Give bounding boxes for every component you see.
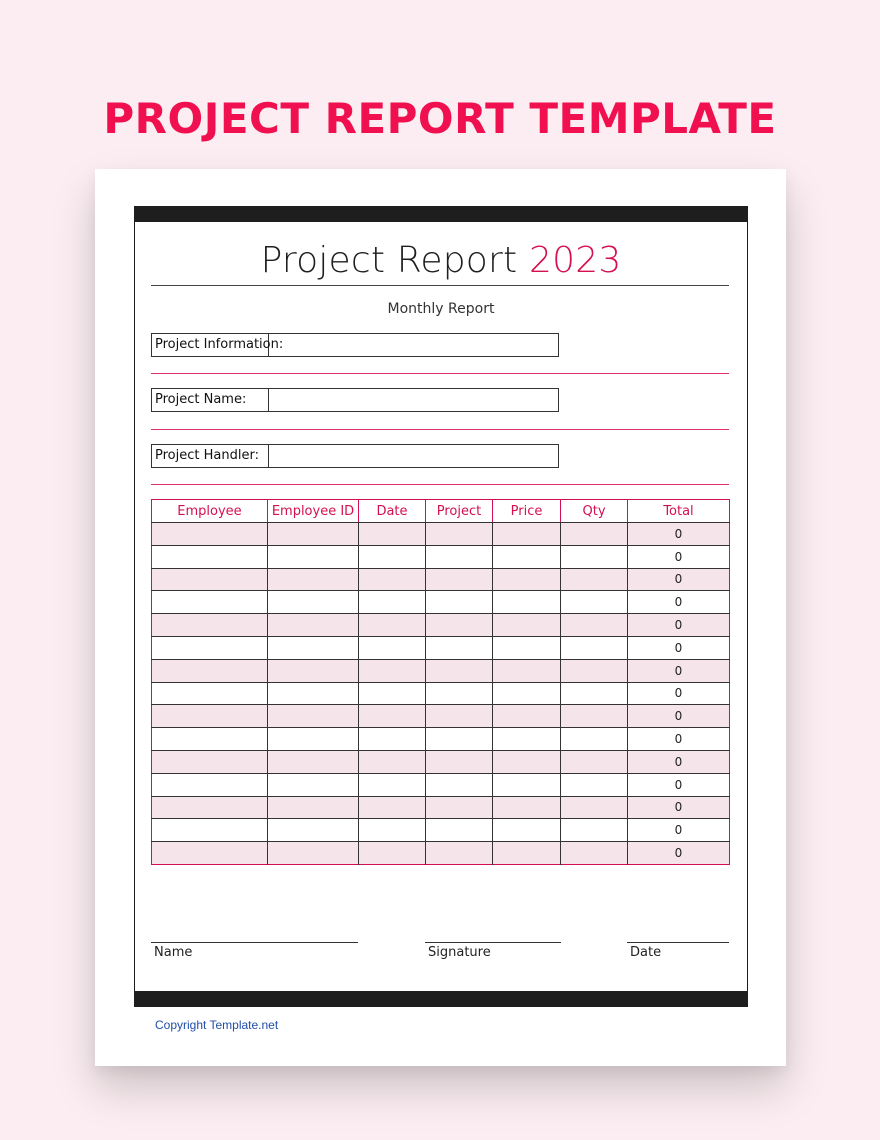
cell-project[interactable]	[426, 773, 493, 796]
table-row	[152, 591, 730, 614]
cell-employee-id[interactable]	[268, 705, 359, 728]
cell-qty[interactable]	[561, 773, 628, 796]
signature-line	[425, 942, 561, 943]
cell-employee-id[interactable]	[268, 773, 359, 796]
cell-employee[interactable]	[152, 659, 268, 682]
cell-total: 0	[628, 568, 730, 591]
cell-employee-id[interactable]	[268, 636, 359, 659]
cell-project[interactable]	[426, 728, 493, 751]
cell-employee[interactable]	[152, 523, 268, 546]
cell-employee[interactable]	[152, 796, 268, 819]
cell-price[interactable]	[493, 842, 561, 865]
name-signature-line	[151, 942, 358, 943]
cell-project[interactable]	[426, 705, 493, 728]
cell-employee-id[interactable]	[268, 545, 359, 568]
copyright-link[interactable]: Copyright Template.net	[155, 1018, 279, 1032]
cell-project[interactable]	[426, 750, 493, 773]
header-total: Total	[628, 500, 730, 523]
cell-qty[interactable]	[561, 568, 628, 591]
title-divider	[151, 285, 729, 286]
cell-employee[interactable]	[152, 614, 268, 637]
cell-qty[interactable]	[561, 705, 628, 728]
report-sheet	[95, 169, 786, 1066]
cell-total: 0	[628, 773, 730, 796]
cell-qty[interactable]	[561, 796, 628, 819]
header-employee: Employee	[152, 500, 268, 523]
table-row	[152, 773, 730, 796]
cell-total: 0	[628, 819, 730, 842]
cell-price[interactable]	[493, 705, 561, 728]
cell-date[interactable]	[359, 705, 426, 728]
cell-date[interactable]	[359, 773, 426, 796]
date-label: Date	[630, 945, 662, 960]
cell-employee-id[interactable]	[268, 750, 359, 773]
cell-date[interactable]	[359, 819, 426, 842]
cell-employee[interactable]	[152, 842, 268, 865]
top-bar	[134, 206, 748, 222]
table-row	[152, 842, 730, 865]
project-name-field	[151, 388, 559, 412]
cell-qty[interactable]	[561, 591, 628, 614]
cell-date[interactable]	[359, 523, 426, 546]
table-row	[152, 819, 730, 842]
cell-price[interactable]	[493, 591, 561, 614]
cell-total: 0	[628, 614, 730, 637]
table-row	[152, 796, 730, 819]
project-information-field	[151, 333, 559, 357]
table-row	[152, 545, 730, 568]
section-divider	[151, 373, 729, 374]
cell-date[interactable]	[359, 614, 426, 637]
cell-total: 0	[628, 659, 730, 682]
cell-total: 0	[628, 750, 730, 773]
cell-date[interactable]	[359, 568, 426, 591]
table-body	[152, 523, 730, 865]
project-handler-field	[151, 444, 559, 468]
report-table	[151, 499, 730, 865]
header-price: Price	[493, 500, 561, 523]
cell-price[interactable]	[493, 614, 561, 637]
cell-project[interactable]	[426, 659, 493, 682]
cell-employee[interactable]	[152, 750, 268, 773]
cell-qty[interactable]	[561, 728, 628, 751]
cell-employee-id[interactable]	[268, 659, 359, 682]
cell-price[interactable]	[493, 796, 561, 819]
section-divider	[151, 429, 729, 430]
cell-qty[interactable]	[561, 750, 628, 773]
project-information-input[interactable]	[269, 334, 558, 356]
cell-total: 0	[628, 545, 730, 568]
banner-title: PROJECT REPORT TEMPLATE	[103, 94, 777, 143]
cell-total: 0	[628, 728, 730, 751]
section-divider	[151, 484, 729, 485]
project-name-input[interactable]	[269, 389, 558, 411]
cell-project[interactable]	[426, 636, 493, 659]
cell-project[interactable]	[426, 842, 493, 865]
cell-project[interactable]	[426, 682, 493, 705]
cell-project[interactable]	[426, 591, 493, 614]
cell-project[interactable]	[426, 614, 493, 637]
cell-employee-id[interactable]	[268, 568, 359, 591]
document-title	[135, 240, 747, 281]
table-row	[152, 728, 730, 751]
cell-qty[interactable]	[561, 523, 628, 546]
cell-price[interactable]	[493, 682, 561, 705]
cell-date[interactable]	[359, 728, 426, 751]
table-header-row	[152, 500, 730, 523]
cell-employee[interactable]	[152, 728, 268, 751]
cell-total: 0	[628, 705, 730, 728]
cell-date[interactable]	[359, 842, 426, 865]
cell-employee[interactable]	[152, 545, 268, 568]
header-date: Date	[359, 500, 426, 523]
header-project: Project	[426, 500, 493, 523]
cell-employee-id[interactable]	[268, 842, 359, 865]
table-row	[152, 750, 730, 773]
cell-project[interactable]	[426, 819, 493, 842]
header-qty: Qty	[561, 500, 628, 523]
cell-price[interactable]	[493, 636, 561, 659]
cell-project[interactable]	[426, 796, 493, 819]
cell-project[interactable]	[426, 545, 493, 568]
report-frame	[134, 206, 748, 1007]
cell-date[interactable]	[359, 591, 426, 614]
table-row	[152, 523, 730, 546]
cell-date[interactable]	[359, 545, 426, 568]
cell-date[interactable]	[359, 636, 426, 659]
cell-price[interactable]	[493, 728, 561, 751]
cell-total: 0	[628, 591, 730, 614]
bottom-bar	[134, 991, 748, 1007]
cell-employee[interactable]	[152, 819, 268, 842]
cell-date[interactable]	[359, 659, 426, 682]
cell-employee-id[interactable]	[268, 523, 359, 546]
cell-date[interactable]	[359, 682, 426, 705]
project-name-label: Project Name:	[152, 389, 269, 411]
document-subtitle: Monthly Report	[387, 301, 495, 317]
project-information-label: Project Information:	[152, 334, 269, 356]
cell-qty[interactable]	[561, 659, 628, 682]
cell-price[interactable]	[493, 659, 561, 682]
cell-employee-id[interactable]	[268, 591, 359, 614]
table-row	[152, 568, 730, 591]
header-employee-id: Employee ID	[268, 500, 359, 523]
cell-total: 0	[628, 523, 730, 546]
table-row	[152, 636, 730, 659]
cell-price[interactable]	[493, 750, 561, 773]
cell-project[interactable]	[426, 523, 493, 546]
cell-employee-id[interactable]	[268, 682, 359, 705]
name-label: Name	[154, 945, 193, 960]
cell-total: 0	[628, 682, 730, 705]
cell-price[interactable]	[493, 545, 561, 568]
cell-employee[interactable]	[152, 568, 268, 591]
cell-qty[interactable]	[561, 614, 628, 637]
cell-employee-id[interactable]	[268, 796, 359, 819]
cell-date[interactable]	[359, 796, 426, 819]
cell-employee-id[interactable]	[268, 614, 359, 637]
cell-qty[interactable]	[561, 819, 628, 842]
project-handler-label: Project Handler:	[152, 445, 269, 467]
document-title-year: 2023	[529, 240, 622, 281]
cell-employee[interactable]	[152, 773, 268, 796]
cell-price[interactable]	[493, 819, 561, 842]
table-row	[152, 705, 730, 728]
cell-employee-id[interactable]	[268, 728, 359, 751]
cell-qty[interactable]	[561, 682, 628, 705]
cell-total: 0	[628, 842, 730, 865]
document-title-main: Project Report	[260, 240, 518, 281]
cell-total: 0	[628, 636, 730, 659]
cell-qty[interactable]	[561, 545, 628, 568]
cell-price[interactable]	[493, 523, 561, 546]
cell-date[interactable]	[359, 750, 426, 773]
cell-employee[interactable]	[152, 705, 268, 728]
cell-total: 0	[628, 796, 730, 819]
cell-employee[interactable]	[152, 682, 268, 705]
cell-price[interactable]	[493, 773, 561, 796]
table-row	[152, 614, 730, 637]
cell-qty[interactable]	[561, 842, 628, 865]
cell-project[interactable]	[426, 568, 493, 591]
cell-price[interactable]	[493, 568, 561, 591]
table-row	[152, 659, 730, 682]
cell-employee-id[interactable]	[268, 819, 359, 842]
cell-employee[interactable]	[152, 591, 268, 614]
table-row	[152, 682, 730, 705]
project-handler-input[interactable]	[269, 445, 558, 467]
cell-employee[interactable]	[152, 636, 268, 659]
date-signature-line	[627, 942, 729, 943]
cell-qty[interactable]	[561, 636, 628, 659]
signature-label: Signature	[428, 945, 491, 960]
